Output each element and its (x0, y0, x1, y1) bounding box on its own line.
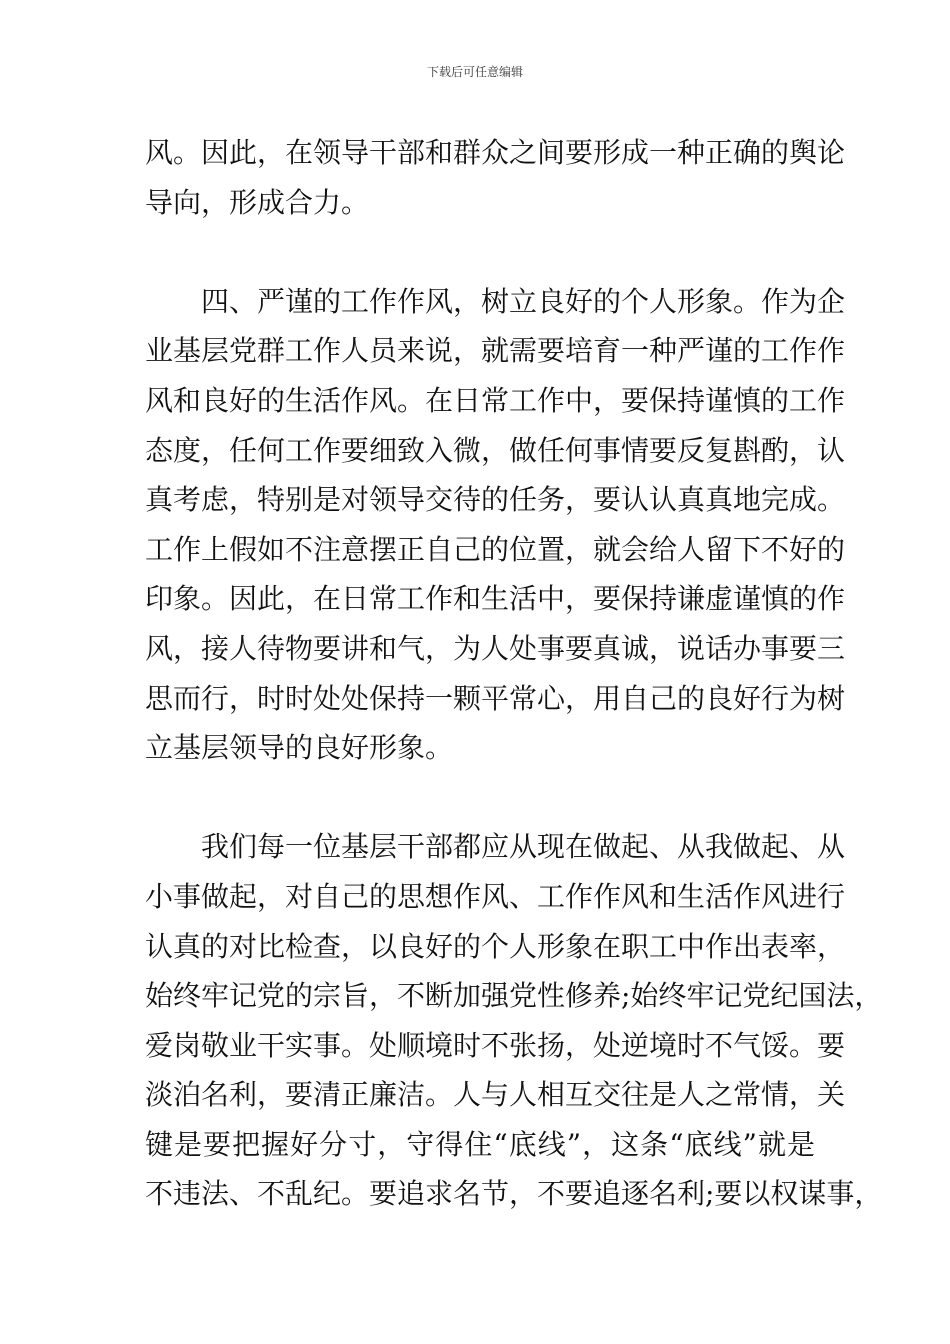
text-line: 风。因此，在领导干部和群众之间要形成一种正确的舆论 (145, 136, 846, 169)
paragraph-2 (145, 277, 846, 773)
paragraph-1 (145, 128, 846, 227)
text-line: 四、严谨的工作作风，树立良好的个人形象。作为企 (201, 284, 846, 318)
text-line: 风，接人待物要讲和气，为人处事要真诚，说话办事要三 (145, 631, 846, 665)
text-line: 业基层党群工作人员来说，就需要培育一种严谨的工作作 (145, 334, 846, 368)
document-body (145, 128, 883, 1219)
paragraph-3 (145, 822, 883, 1219)
page-header: 下载后可任意编辑 (426, 65, 523, 79)
text-line: 态度，任何工作要细致入微，做任何事情要反复斟酌，认 (145, 433, 846, 467)
text-line: 淡泊名利，要清正廉洁。人与人相互交往是人之常情，关 (145, 1078, 846, 1112)
text-line: 导向，形成合力。 (145, 185, 370, 219)
text-line: 不违法、不乱纪。要追求名节，不要追逐名利;要以权谋事， (145, 1177, 883, 1211)
paragraph-gap (145, 773, 815, 823)
text-line: 小事做起，对自己的思想作风、工作作风和生活作风进行 (145, 879, 846, 913)
text-line: 思而行，时时处处保持一颗平常心，用自己的良好行为树 (145, 681, 846, 715)
text-line: 认真的对比检查，以良好的个人形象在职工中作出表率， (145, 929, 846, 963)
text-line: 我们每一位基层干部都应从现在做起、从我做起、从 (201, 830, 846, 864)
text-line: 工作上假如不注意摆正自己的位置，就会给人留下不好的 (145, 532, 846, 566)
text-line: 始终牢记党的宗旨，不断加强党性修养;始终牢记党纪国法， (145, 979, 883, 1013)
text-line: 印象。因此，在日常工作和生活中，要保持谦虚谨慎的作 (145, 582, 846, 616)
text-line: 立基层领导的良好形象。 (145, 731, 454, 765)
text-line: 风和良好的生活作风。在日常工作中，要保持谨慎的工作 (145, 383, 846, 417)
text-line: 键是要把握好分寸，守得住“底线”，这条“底线”就是 (145, 1127, 815, 1161)
text-line: 真考虑，特别是对领导交待的任务，要认认真真地完成。 (145, 483, 846, 517)
paragraph-gap (145, 227, 815, 277)
text-line: 爱岗敬业干实事。处顺境时不张扬，处逆境时不气馁。要 (145, 1028, 846, 1062)
